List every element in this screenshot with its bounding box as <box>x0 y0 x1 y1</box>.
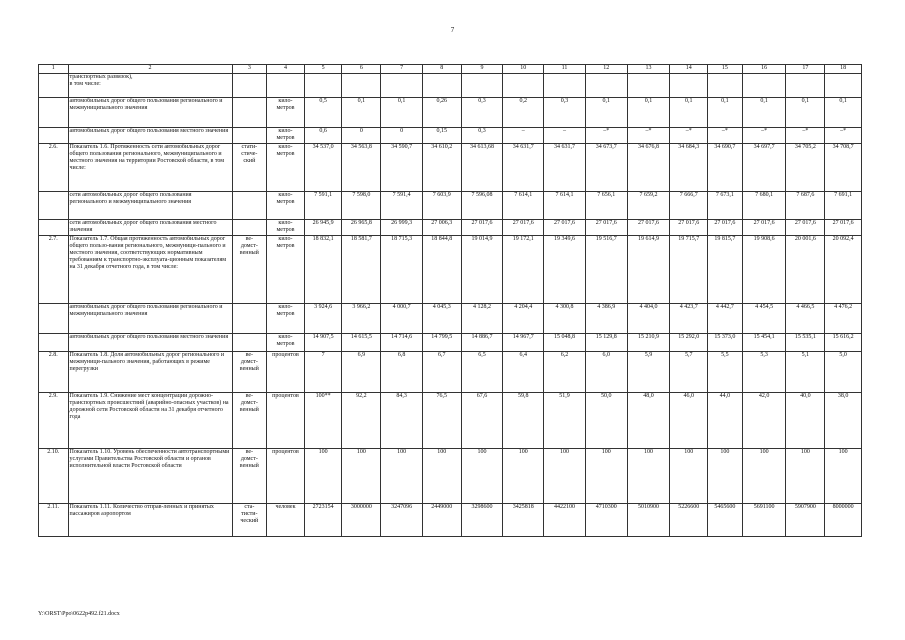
value-cell: 42,0 <box>742 393 786 449</box>
value-cell <box>786 74 825 98</box>
value-cell: 0,5 <box>304 98 342 128</box>
value-cell: 4 386,9 <box>585 304 627 334</box>
value-cell: 5010900 <box>627 504 670 537</box>
table-row <box>39 192 862 220</box>
value-cell: – <box>503 128 544 144</box>
value-cell: 84,3 <box>381 393 423 449</box>
value-cell: 0,3 <box>461 98 503 128</box>
value-cell: 100 <box>544 449 586 504</box>
header-cell: 13 <box>627 65 670 74</box>
value-cell: 14 967,7 <box>503 334 544 352</box>
indicator-name: Показатель 1.10. Уровень обеспеченности автотранспортными услугами Правительства Ростовской области и органов исполнительной власти Ростовской области <box>68 449 232 504</box>
indicator-name: транспортных развязок), в том числе: <box>68 74 232 98</box>
value-cell: 5691100 <box>742 504 786 537</box>
value-cell: 100 <box>381 449 423 504</box>
value-cell: 34 673,7 <box>585 144 627 192</box>
data-source <box>232 74 267 98</box>
value-cell: 0,1 <box>670 98 708 128</box>
value-cell <box>627 74 670 98</box>
value-cell: 34 563,8 <box>342 144 381 192</box>
indicator-name: автомобильных дорог общего пользования местного значения <box>68 334 232 352</box>
value-cell: 100 <box>825 449 862 504</box>
data-source: стати- стиче- ский <box>232 144 267 192</box>
value-cell: 27 017,6 <box>585 220 627 236</box>
header-cell: 12 <box>585 65 627 74</box>
value-cell: 27 017,6 <box>670 220 708 236</box>
value-cell: 26 965,8 <box>342 220 381 236</box>
value-cell: 18 581,7 <box>342 236 381 304</box>
table-row <box>39 144 862 192</box>
row-number: 2.9. <box>39 393 69 449</box>
value-cell: 2723154 <box>304 504 342 537</box>
table-row <box>39 352 862 393</box>
table-row <box>39 74 862 98</box>
value-cell: 100 <box>585 449 627 504</box>
unit: кило- метров <box>267 304 305 334</box>
header-cell: 4 <box>267 65 305 74</box>
value-cell: 100 <box>670 449 708 504</box>
unit: кило- метров <box>267 98 305 128</box>
data-source: ве- домст- венный <box>232 236 267 304</box>
value-cell: 4 466,5 <box>786 304 825 334</box>
value-cell: 0,6 <box>304 128 342 144</box>
value-cell: 100** <box>304 393 342 449</box>
value-cell: 76,5 <box>422 393 461 449</box>
value-cell: 15 292,0 <box>670 334 708 352</box>
unit: процентов <box>267 393 305 449</box>
value-cell: 0,3 <box>544 98 586 128</box>
value-cell: 20 001,6 <box>786 236 825 304</box>
indicator-name: Показатель 1.11. Количество отправ-ленных и принятых пассажиров аэропортом <box>68 504 232 537</box>
data-source: ве- домст- венный <box>232 449 267 504</box>
value-cell: –* <box>742 128 786 144</box>
header-cell: 17 <box>786 65 825 74</box>
value-cell <box>422 74 461 98</box>
value-cell: 7 614,1 <box>503 192 544 220</box>
header-cell: 9 <box>461 65 503 74</box>
value-cell <box>585 74 627 98</box>
data-source <box>232 220 267 236</box>
value-cell: 38,0 <box>825 393 862 449</box>
data-source <box>232 334 267 352</box>
value-cell: 4 454,5 <box>742 304 786 334</box>
value-cell: 26 999,3 <box>381 220 423 236</box>
value-cell: 4 204,4 <box>503 304 544 334</box>
indicator-name: автомобильных дорог общего пользования регионального и межмуниципального значения <box>68 304 232 334</box>
value-cell: 34 676,8 <box>627 144 670 192</box>
value-cell <box>670 74 708 98</box>
value-cell: 5465600 <box>708 504 743 537</box>
value-cell: 15 535,1 <box>786 334 825 352</box>
header-cell: 6 <box>342 65 381 74</box>
value-cell: 7 687,6 <box>786 192 825 220</box>
value-cell: 26 945,9 <box>304 220 342 236</box>
row-number <box>39 192 69 220</box>
data-source <box>232 192 267 220</box>
value-cell: 7 680,1 <box>742 192 786 220</box>
value-cell: 4 404,0 <box>627 304 670 334</box>
value-cell: 27 017,6 <box>544 220 586 236</box>
value-cell: 5,0 <box>825 352 862 393</box>
value-cell: –* <box>585 128 627 144</box>
value-cell: 27 017,6 <box>708 220 743 236</box>
value-cell: 27 017,6 <box>461 220 503 236</box>
value-cell: 4 423,7 <box>670 304 708 334</box>
value-cell: –* <box>825 128 862 144</box>
indicator-name: автомобильных дорог общего пользования регионального и межмуниципального значения <box>68 98 232 128</box>
value-cell: 0,1 <box>585 98 627 128</box>
value-cell: – <box>544 128 586 144</box>
value-cell: 6,0 <box>585 352 627 393</box>
value-cell: 3425818 <box>503 504 544 537</box>
value-cell: 7 614,1 <box>544 192 586 220</box>
row-number: 2.6. <box>39 144 69 192</box>
value-cell <box>503 74 544 98</box>
value-cell <box>708 74 743 98</box>
value-cell: 27 017,6 <box>825 220 862 236</box>
file-path-footer: Y:\ORST\Ppo\0622p492.f21.docx <box>38 611 120 617</box>
value-cell: 5226600 <box>670 504 708 537</box>
value-cell: 19 172,1 <box>503 236 544 304</box>
value-cell: 92,2 <box>342 393 381 449</box>
value-cell <box>461 74 503 98</box>
unit: кило- метров <box>267 128 305 144</box>
value-cell: 4 045,3 <box>422 304 461 334</box>
value-cell: 4 000,7 <box>381 304 423 334</box>
header-cell: 14 <box>670 65 708 74</box>
value-cell: 27 017,6 <box>742 220 786 236</box>
header-cell: 2 <box>68 65 232 74</box>
value-cell: 40,0 <box>786 393 825 449</box>
value-cell: 14 907,5 <box>304 334 342 352</box>
value-cell: 0,1 <box>786 98 825 128</box>
value-cell: 15 616,2 <box>825 334 862 352</box>
value-cell: 20 092,4 <box>825 236 862 304</box>
value-cell: 100 <box>342 449 381 504</box>
value-cell: 34 705,2 <box>786 144 825 192</box>
value-cell: 8000000 <box>825 504 862 537</box>
value-cell: 0,15 <box>422 128 461 144</box>
value-cell: 7 591,4 <box>381 192 423 220</box>
header-cell: 3 <box>232 65 267 74</box>
value-cell: 4 476,2 <box>825 304 862 334</box>
data-source: ста- тисти- ческий <box>232 504 267 537</box>
value-cell: 0,1 <box>342 98 381 128</box>
value-cell: 7 659,2 <box>627 192 670 220</box>
value-cell: 19 349,6 <box>544 236 586 304</box>
unit: процентов <box>267 352 305 393</box>
value-cell: –* <box>708 128 743 144</box>
table-row <box>39 304 862 334</box>
value-cell: 100 <box>422 449 461 504</box>
data-source: ве- домст- венный <box>232 393 267 449</box>
value-cell: 3 966,2 <box>342 304 381 334</box>
value-cell: 0,1 <box>825 98 862 128</box>
table-row <box>39 98 862 128</box>
value-cell: 19 908,6 <box>742 236 786 304</box>
value-cell: 15 454,1 <box>742 334 786 352</box>
table-row <box>39 128 862 144</box>
value-cell: 48,0 <box>627 393 670 449</box>
value-cell: 27 017,6 <box>786 220 825 236</box>
row-number: 2.11. <box>39 504 69 537</box>
value-cell: 100 <box>786 449 825 504</box>
value-cell: 7 591,1 <box>304 192 342 220</box>
value-cell <box>544 74 586 98</box>
value-cell: 34 590,7 <box>381 144 423 192</box>
header-row <box>39 65 862 74</box>
page-number: 7 <box>450 26 455 34</box>
value-cell: 100 <box>627 449 670 504</box>
value-cell: 100 <box>503 449 544 504</box>
value-cell: 34 697,7 <box>742 144 786 192</box>
unit: кило- метров <box>267 334 305 352</box>
value-cell: 34 613,68 <box>461 144 503 192</box>
value-cell: 0,1 <box>742 98 786 128</box>
value-cell: 5,9 <box>627 352 670 393</box>
value-cell: 34 631,7 <box>503 144 544 192</box>
data-source: ве- домст- венный <box>232 352 267 393</box>
indicator-name: сети автомобильных дорог общего пользования регионального и межмуниципального значения <box>68 192 232 220</box>
data-source <box>232 128 267 144</box>
value-cell: 19 516,7 <box>585 236 627 304</box>
row-number: 2.10. <box>39 449 69 504</box>
unit: кило- метров <box>267 192 305 220</box>
indicator-name: Показатель 1.7. Общая протяженность автомобильных дорог общего пользо-вания регионального, межмуници-пального и местного значения, соответствующих нормативным требованиям к транспортно-эксплуата-ционным показателям на 31 декабря отчетного года, в том числе: <box>68 236 232 304</box>
value-cell: 100 <box>708 449 743 504</box>
value-cell: 7 666,7 <box>670 192 708 220</box>
value-cell: –* <box>627 128 670 144</box>
value-cell: 34 708,7 <box>825 144 862 192</box>
row-number <box>39 220 69 236</box>
indicator-name: сети автомобильных дорог общего пользования местного значения <box>68 220 232 236</box>
value-cell: 7 <box>304 352 342 393</box>
table-row <box>39 236 862 304</box>
header-cell: 11 <box>544 65 586 74</box>
value-cell: 14 886,7 <box>461 334 503 352</box>
value-cell: 6,2 <box>544 352 586 393</box>
value-cell: 18 844,8 <box>422 236 461 304</box>
value-cell: 15 373,0 <box>708 334 743 352</box>
value-cell: –* <box>670 128 708 144</box>
indicator-name: Показатель 1.8. Доля автомобильных дорог регионального и межмуници-пального значения, работающих в режиме перегрузки <box>68 352 232 393</box>
value-cell: 100 <box>304 449 342 504</box>
value-cell: 3298600 <box>461 504 503 537</box>
value-cell: 3000000 <box>342 504 381 537</box>
value-cell: 34 610,2 <box>422 144 461 192</box>
value-cell: 15 129,8 <box>585 334 627 352</box>
value-cell: 0,2 <box>503 98 544 128</box>
value-cell: 34 537,0 <box>304 144 342 192</box>
row-number <box>39 74 69 98</box>
value-cell: 19 014,9 <box>461 236 503 304</box>
value-cell: 3 924,6 <box>304 304 342 334</box>
unit: кило- метров <box>267 236 305 304</box>
value-cell: 7 598,0 <box>342 192 381 220</box>
value-cell: 7 596,08 <box>461 192 503 220</box>
table-row <box>39 220 862 236</box>
value-cell: 59,8 <box>503 393 544 449</box>
indicator-name: Показатель 1.6. Протяженность сети автомобильных дорог общего пользования регионального, межмуниципального и местного значения на территории Ростовской области, в том числе: <box>68 144 232 192</box>
value-cell: 5,5 <box>708 352 743 393</box>
data-source <box>232 304 267 334</box>
table-row <box>39 393 862 449</box>
unit: процентов <box>267 449 305 504</box>
data-source <box>232 98 267 128</box>
unit <box>267 74 305 98</box>
header-cell: 1 <box>39 65 69 74</box>
value-cell <box>342 74 381 98</box>
table-row <box>39 449 862 504</box>
value-cell: 0,3 <box>461 128 503 144</box>
value-cell: 7 673,1 <box>708 192 743 220</box>
table-row <box>39 504 862 537</box>
row-number <box>39 304 69 334</box>
value-cell: 0,1 <box>627 98 670 128</box>
value-cell: 19 815,7 <box>708 236 743 304</box>
value-cell: 27 006,3 <box>422 220 461 236</box>
value-cell: 50,0 <box>585 393 627 449</box>
value-cell: 0,1 <box>708 98 743 128</box>
value-cell: 5,1 <box>786 352 825 393</box>
row-number: 2.7. <box>39 236 69 304</box>
value-cell: –* <box>786 128 825 144</box>
value-cell: 34 690,7 <box>708 144 743 192</box>
value-cell: 4710300 <box>585 504 627 537</box>
indicator-name: автомобильных дорог общего пользования местного значения <box>68 128 232 144</box>
value-cell: 14 615,5 <box>342 334 381 352</box>
value-cell: 100 <box>461 449 503 504</box>
value-cell: 19 715,7 <box>670 236 708 304</box>
value-cell: 15 048,8 <box>544 334 586 352</box>
row-number: 2.8. <box>39 352 69 393</box>
header-cell: 8 <box>422 65 461 74</box>
value-cell: 6,4 <box>503 352 544 393</box>
value-cell: 7 603,9 <box>422 192 461 220</box>
value-cell: 0 <box>342 128 381 144</box>
value-cell: 0 <box>381 128 423 144</box>
value-cell: 6,9 <box>342 352 381 393</box>
header-cell: 5 <box>304 65 342 74</box>
value-cell: 5,3 <box>742 352 786 393</box>
value-cell: 14 799,5 <box>422 334 461 352</box>
value-cell: 4 442,7 <box>708 304 743 334</box>
header-cell: 15 <box>708 65 743 74</box>
header-cell: 10 <box>503 65 544 74</box>
value-cell: 100 <box>742 449 786 504</box>
value-cell: 34 684,3 <box>670 144 708 192</box>
value-cell: 6,7 <box>422 352 461 393</box>
value-cell: 0,1 <box>381 98 423 128</box>
value-cell: 19 614,9 <box>627 236 670 304</box>
value-cell: 5907900 <box>786 504 825 537</box>
table-row <box>39 334 862 352</box>
value-cell: 4 128,2 <box>461 304 503 334</box>
header-cell: 18 <box>825 65 862 74</box>
unit: кило- метров <box>267 220 305 236</box>
indicator-name: Показатель 1.9. Снижение мест концентрации дорожно-транспортных происшествий (аварийно-опасных участков) на дорожной сети Ростовской области на 31 декабря отчетного года <box>68 393 232 449</box>
value-cell <box>381 74 423 98</box>
value-cell: 14 714,6 <box>381 334 423 352</box>
value-cell <box>742 74 786 98</box>
value-cell: 44,0 <box>708 393 743 449</box>
header-cell: 7 <box>381 65 423 74</box>
indicators-table <box>38 64 862 537</box>
value-cell: 34 631,7 <box>544 144 586 192</box>
header-cell: 16 <box>742 65 786 74</box>
value-cell: 6,8 <box>381 352 423 393</box>
value-cell: 46,0 <box>670 393 708 449</box>
value-cell: 3247096 <box>381 504 423 537</box>
unit: кило- метров <box>267 144 305 192</box>
value-cell: 51,9 <box>544 393 586 449</box>
value-cell: 18 715,3 <box>381 236 423 304</box>
value-cell: 2449000 <box>422 504 461 537</box>
value-cell: 18 832,1 <box>304 236 342 304</box>
value-cell: 7 656,1 <box>585 192 627 220</box>
value-cell: 6,5 <box>461 352 503 393</box>
row-number <box>39 98 69 128</box>
value-cell: 4422100 <box>544 504 586 537</box>
value-cell: 15 210,9 <box>627 334 670 352</box>
value-cell <box>825 74 862 98</box>
value-cell: 4 300,8 <box>544 304 586 334</box>
value-cell <box>304 74 342 98</box>
value-cell: 7 691,1 <box>825 192 862 220</box>
value-cell: 27 017,6 <box>627 220 670 236</box>
value-cell: 5,7 <box>670 352 708 393</box>
value-cell: 67,6 <box>461 393 503 449</box>
row-number <box>39 334 69 352</box>
value-cell: 0,26 <box>422 98 461 128</box>
row-number <box>39 128 69 144</box>
value-cell: 27 017,6 <box>503 220 544 236</box>
unit: человек <box>267 504 305 537</box>
